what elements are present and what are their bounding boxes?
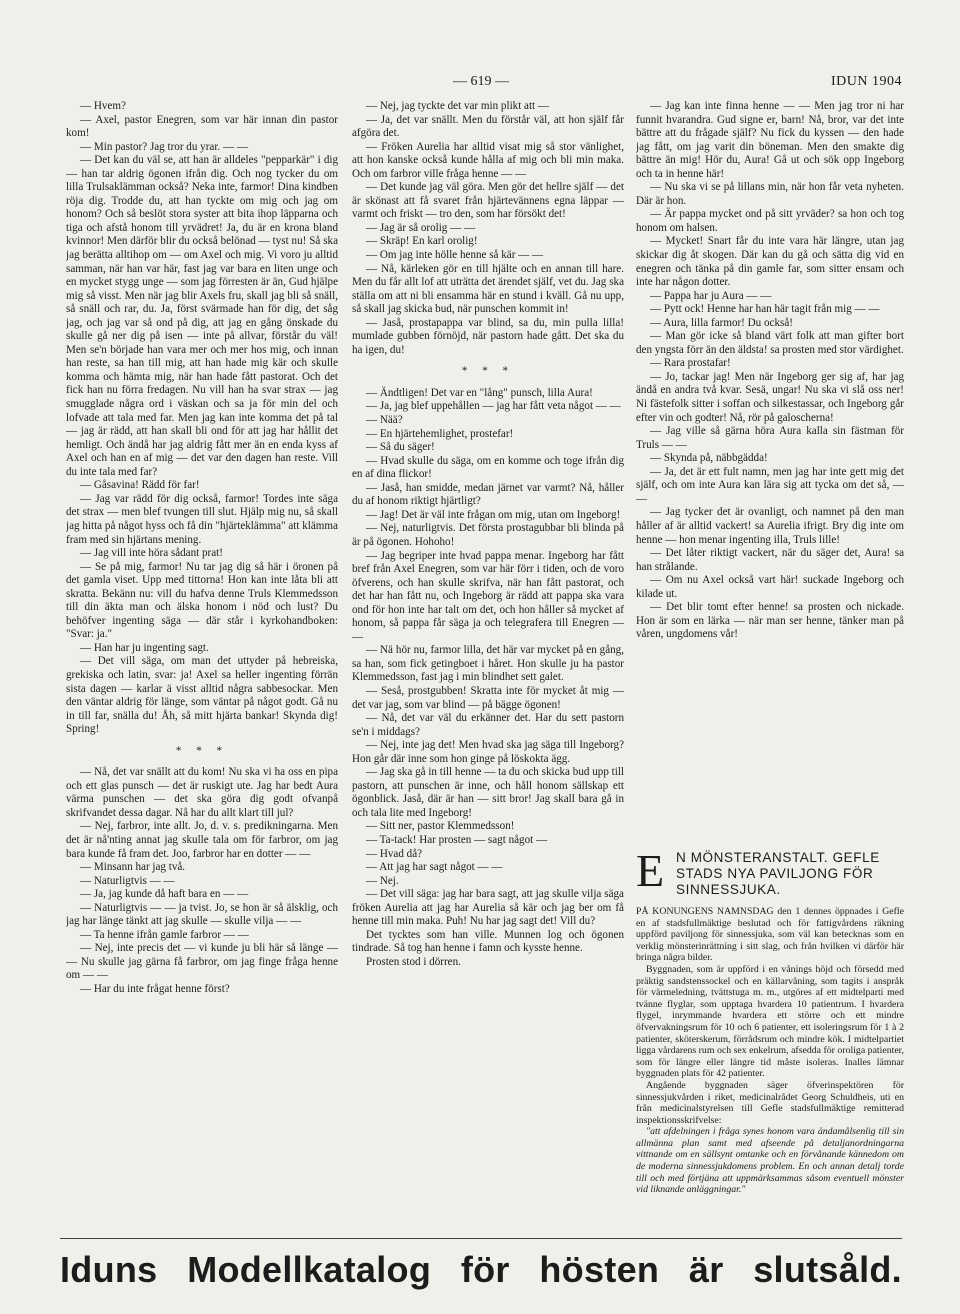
paragraph: — Nej, jag tyckte det var min plikt att — [366, 100, 550, 112]
paragraph: — Jaså, prostapappa var blind, sa du, min pulla lilla! mumlade gubben förnöjd, när pastorn hade gått. Det ska du ha igen, du! [352, 316, 624, 356]
paragraph: — Pappa har ju Aura — — [650, 289, 772, 302]
paragraph: — Nu ska vi se på lillans min, när hon får veta nyheten. Där är hon. [636, 181, 904, 207]
paragraph: — Jag vill inte höra sådant prat! [80, 547, 223, 560]
paragraph: — Jag ville så gärna höra Aura kalla sin fästman för Truls — — [636, 425, 904, 451]
paragraph: * * * [175, 744, 229, 757]
paragraph: — Det låter riktigt vackert, när du säger det, Aura! sa han strålande. [636, 547, 904, 573]
ad-paragraph: PÅ KONUNGENS NAMNSDAG den 1 dennes öppnades i Gefle en af stadsfullmäktige beslutad och för fattigvårdens räkning uppförd paviljong för sinnessjuka, som väl kan betecknas som en verklig mönsterinrättning i sitt slag, och från hvilken vi därför här bringa några bilder. [636, 906, 904, 964]
paragraph: — Nä hör nu, farmor lilla, det här var mycket på en gång, sa han, som fick getingboet i håret. Hon skulle ju ha pastor Klemmedsson, fast jag i min blindhet sett galet. [352, 644, 624, 684]
paragraph: — Se på mig, farmor! Nu tar jag dig så här i öronen på det gamla viset. Upp med tittorna! Hon kan inte låta bli att skratta. Bekänn nu: vill du hafva denne Truls Klemmedsson till din äkta man och älska honom i nöd och lust? Du behöfver ingenting säga — där står i kyrkohandboken: "Svar: ja." [66, 560, 338, 641]
paragraph: — Det kan du väl se, att han är alldeles "pepparkär" i dig — han tar aldrig ögonen ifrån dig. Och nog tycker du om lilla Trulsaklämman också? Neka inte, farmor! Dina kindben röja dig. Trodde du, att han tyckte om mig och jag om honom? Och så beslöt stora syster att bita ihop läpparna och tiga och afstå honom till yrvädret! Ja, du är en krona bland kvinnor! Men därför blir du också belönad — tyst nu! Så ska jag berätta alltihop om — om Axel och mig. Vi voro ju alltid samman, när han var här, fast jag var bara en liten unge och en mycket stygg unge — som jag förresten är än, Gud hjälpe mig så visst. Men när jag blir Axels fru, skall jag bli så snäll, så snäll och rar, du. Ja, först svärmade han för dig, det såg jag, och jag var så ond på dig, att jag en gång önskade du skulle gå ner dig på isen — inte på allvar, förstår du väl! Men se'n började han vara mer och mer hos mig, och innan han reste, sa han till mig, att han hade mig kär och skulle komma och hämta mig, när han hade fått pastorat. Och det fick han nu förra fredagen. Nu vill han ha svar strax — jag smugglade några ord i väskan och sa ja för min del och lofvade att tala med far. Men jag kan inte komma det på tal — jag är rädd, att han skall bli ond för att jag har hållit det hemligt. Och ändå har jag aldrig fått mer än en enda kyss af Axel och han en af mig — det var den dagen han reste. Vill du inte tala med far? [66, 154, 338, 478]
paragraph: — Jag var rädd för dig också, farmor! Tordes inte säga det strax — men blef tvungen till slut. Hjälp mig nu, så skall jag hitta på något hyss och få din "hjärteklämma" att klämma fram med sin hjärtans mening. [66, 492, 338, 546]
paragraph: * * * [461, 365, 515, 378]
footer-word: Modellkatalog [187, 1249, 432, 1290]
paragraph: — Ändtligen! Det var en "lång" punsch, lilla Aura! [366, 386, 593, 399]
paragraph: — Sitt ner, pastor Klemmedsson! [366, 820, 515, 833]
paragraph: — Nej, naturligtvis. Det första prostagubbar bli blinda på är på ögonen. Hohoho! [352, 522, 624, 548]
ad-body [636, 906, 904, 1196]
paragraph: — Gåsavina! Rädd för far! [80, 479, 200, 492]
paragraph: — Hvad då? [366, 847, 423, 860]
paragraph: — Jaså, han smidde, medan järnet var varmt? Nå, håller du af honom riktigt hjärtligt? [352, 481, 624, 508]
paragraph: — Seså, prostgubben! Skratta inte för mycket åt mig — det var jag, som var blind — på bägge ögonen! [352, 684, 624, 711]
paragraph: — Jag kan inte finna henne — — Men jag tror ni har funnit hvarandra. Gud signe er, barn! Nå, bror, var det inte bättre att du frågade själf? Nu fick du kyssen — den hade jag fått, om jag varit din böneman. Men den smakte dig bättre än mig! Hör du, Aura! Gå ut och sök opp Ingeborg och ta in henne här! [636, 100, 904, 180]
paragraph: — Nej, inte jag det! Men hvad ska jag säga till Ingeborg? Hon går där inne som hon ginge på löskokta ägg. [352, 739, 624, 765]
paragraph: — Ja, jag kunde då haft bara en — — [80, 888, 249, 901]
paragraph: — Jag begriper inte hvad pappa menar. Ingeborg har fått bref från Axel Enegren, som var här förr i tiden, och de voro öfverens, och han skulle skrifva, när han fått pastorat, och det har han fått nu, och Ingeborg är rädd att pappa ska vara ond för hon inte har talt om det, och hon håller så mycket af honom, så pappa får säga ja och telegrafera till Enegren — — [352, 549, 624, 643]
paragraph: — Är pappa mycket ond på sitt yrväder? sa hon och tog honom om halsen. [636, 208, 904, 234]
paragraph: — Minsann har jag två. [80, 861, 186, 874]
paragraph: — Aura, lilla farmor! Du också! [650, 316, 793, 329]
paragraph: — Jo, tackar jag! Men när Ingeborg ger sig af, har jag ändå en andra två kvar. Sesä, ungar! Nu ska vi slå oss ner! Ni fästefolk sitter i soffan och silkestassar, och Ingeborg går efter vin och godter! Nå, rör på galoscherna! [636, 370, 904, 424]
paragraph: — Naturligtvis — — [80, 874, 175, 887]
footer-word: Iduns [60, 1249, 158, 1290]
paragraph: — Om jag inte hölle henne så kär — — [366, 249, 544, 262]
footer-word: hösten [539, 1249, 660, 1290]
ad-headline [636, 845, 904, 898]
paragraph: Prosten stod i dörren. [366, 955, 461, 968]
paragraph: Det tycktes som han ville. Munnen log och ögonen tindrade. Så tog han henne i famn och kysste henne. [352, 928, 624, 955]
paragraph: — Skynda på, näbbgädda! [650, 452, 768, 465]
paragraph: — Man gör icke så bland värt folk att man gifter bort den yngsta förr än den äldsta! sa prosten med stor värdighet. [636, 330, 904, 356]
paragraph: — Att jag har sagt något — — [366, 861, 503, 874]
paragraph: — En hjärtehemlighet, prostefar! [366, 427, 514, 440]
paragraph: — Om nu Axel också vart här! suckade Ingeborg och kilade ut. [636, 574, 904, 600]
paragraph: — Ja, det är ett fult namn, men jag har inte gett mig det själf, och om inte Aura kan lära sig att tycka om det så, — — [636, 465, 904, 505]
paragraph: — Hvad skulle du säga, om en komme och toge ifrån dig en af dina flickor! [352, 454, 624, 481]
advertisement-article [636, 845, 904, 1196]
magazine-name: IDUN 1904 [831, 74, 902, 89]
paragraph: — Nej. [366, 874, 399, 887]
paragraph: — Jag är så orolig — — [366, 221, 476, 234]
paragraph: — Det vill säga: jag har bara sagt, att jag skulle vilja säga fröken Aurelia att jag har Aurelia så kär och jag ber om få henne till min maka. Puh! Nu har jag sagt det! Vill du? [352, 888, 624, 928]
footer-word: slutsåld. [753, 1249, 902, 1290]
paragraph: — Det kunde jag väl göra. Men gör det hellre själf — det är skönast att få svaret från hjärtevännens egna läppar — varmt och friskt — tro den, som har försökt det! [352, 181, 624, 221]
footer-word: för [460, 1249, 510, 1290]
footer-divider [60, 1238, 902, 1239]
paragraph: — Ja, det var snällt. Men du förstår väl, att hon själf får afgöra det. [352, 113, 624, 140]
paragraph: — Han har ju ingenting sagt. [80, 641, 209, 654]
page-header [60, 72, 902, 94]
paragraph: — Jag tycker det är ovanligt, och namnet på den man håller af är alltid vackert! sa Aurelia ifrigt. Bry dig inte om henne — hon menar ingenting illa, Truls lille! [636, 506, 904, 546]
footer-banner [60, 1244, 902, 1296]
ad-paragraph: Angående byggnaden säger öfverinspektören för sinnessjukvården i riket, medicinalrådet Georg Schuldheis, uti en från medicinalstyrelsen till Gefle stadsfullmäktige remitterad inspektionsskrifvelse: [636, 1079, 904, 1126]
page-number: — 619 — [453, 74, 509, 89]
paragraph: — Nå, det var väl du erkänner det. Har du sett pastorn se'n i middags? [352, 712, 624, 738]
paragraph: — Min pastor? Jag tror du yrar. — — [80, 140, 248, 153]
paragraph: — Fröken Aurelia har alltid visat mig så stor vänlighet, att hon kanske också kunde hålla af mig och bli min maka. Och om farbror ville fråga henne — — [352, 140, 624, 180]
ad-drop-cap: E [636, 845, 665, 896]
ad-paragraph: Byggnaden, som är uppförd i en vånings höjd och försedd med präktig sandstenssockel och en källarvåning, som tagits i anspråk för värmeledning, tvättstuga m. m., utgöres af ett midtelparti med tvänne flyglar, som upptaga hvardera 10 patientrum. I hvardera flygel, inrymmande hvardera ett större och ett mindre öfvervakningsrum för 10 och 6 patienter, ett isoleringsrum för 1 à 2 patienter, sköterskerum, förrådsrum och mindre kök. I midtelpartiet ligga vårdarens rum och sex enkelrum, afsedda för oroliga patienter, som för längre eller längre tid måste isoleras. Inalles lämnar byggnaden plats för 42 patienter. [636, 963, 904, 1080]
paragraph: — Pytt ock! Henne har han här tagit från mig — — [650, 303, 880, 316]
paragraph: — Nej, farbror, inte allt. Jo, d. v. s. predikningarna. Men det är nå'nting annat jag skulle tala om för farbror, om jag bara kunde få fram det. Joo, farbror har en dotter — — [66, 820, 338, 860]
footer-word: är [688, 1249, 724, 1290]
paragraph: — Ta-tack! Har prosten — sagt något — [366, 833, 548, 846]
paragraph: — Nå, det var snällt att du kom! Nu ska vi ha oss en pipa och ett glas punsch — det är ruskigt ute. Jag har bedt Aura värma punschen — det ska göra dig godt ofvanpå skrifvandet dessa dagar. Nå har du allt klart till jul? [66, 766, 338, 819]
paragraph: — Axel, pastor Enegren, som var här innan din pastor kom! [66, 113, 338, 140]
paragraph: — Så du säger! [366, 441, 435, 454]
paragraph: — Nej, inte precis det — vi kunde ju bli här så länge — — Nu skulle jag gärna få farbror, om jag finge fråga henne om — — [66, 942, 338, 982]
paragraph: — Nå, kärleken gör en till hjälte och en annan till hare. Men du får allt lof att uträtta det ärendet själf, vet du. Jag ska ställa om att ni bli ensamma här en stund i kväll. Gå nu upp, så skall jag skicka bud, när punschen kommit in! [352, 262, 624, 316]
paragraph: — Jag ska gå in till henne — ta du och skicka bud upp till pastorn, att punschen är inne, och håll honom sällskap ett ögonblick. Jaså, där är han — sitt bror! Jag skall bara gå in och tala lite med Ingeborg! [352, 766, 624, 819]
paragraph: — Hvem? [80, 100, 126, 112]
ad-paragraph: "att afdelningen i fråga synes honom vara ändamålsenlig till sin allmänna plan samt med afseende på detaljanordningarna vittnande om en sällsynt omtanke och en förvånande kännedom om de moderna sinnessjukdomens problem. En och annan detalj torde till och med förtjäna att uppmärksammas såsom eventuell mönster vid liknande anläggningar." [636, 1126, 904, 1196]
paragraph: — Mycket! Snart får du inte vara här längre, utan jag skickar dig åt skogen. Där kan du gå och sätta dig vid en enegren och tänka på din gamle far, som sitter ensam och inte har någon dotter. [636, 235, 904, 289]
ad-headline-text: N MÖNSTERANSTALT. GEFLE STADS NYA PAVILJONG FÖR SINNESSJUKA. [676, 850, 880, 897]
text-column-2 [352, 100, 624, 1240]
paragraph: — Har du inte frågat henne först? [80, 983, 230, 995]
paragraph: — Rara prostafar! [650, 357, 731, 370]
paragraph: — Ta henne ifrån gamle farbror — — [80, 928, 249, 941]
paragraph: — Nää? [366, 414, 403, 427]
paragraph: — Jag! Det är väl inte frågan om mig, utan om Ingeborg! [366, 508, 621, 521]
paragraph: — Ja, jag blef uppehållen — jag har fått veta något — — [366, 400, 621, 413]
text-column-1 [66, 100, 338, 1240]
paragraph: — Naturligtvis — — ja tvist. Jo, se hon är så älsklig, och jag har länge tänkt att jag skulle — skulle vilja — — [66, 901, 338, 928]
paragraph: — Skräp! En karl orolig! [366, 235, 478, 248]
paragraph: — Det vill säga, om man det uttyder på hebreiska, grekiska och latin, svar: ja! Axel sa heller ingenting förrän sista dagen — karlar ä visst alltid några sabbesockar. Men den väntar aldrig för länge, som väntar på något godt. Gå nu in till far, snälla du! Åh, så mitt hjärta bankar! Skynda dig! Spring! [66, 655, 338, 736]
paragraph: — Det blir tomt efter henne! sa prosten och nickade. Hon är som en lärka — när man ser henne, tänker man på våren, ungdomens vår! [636, 601, 904, 641]
